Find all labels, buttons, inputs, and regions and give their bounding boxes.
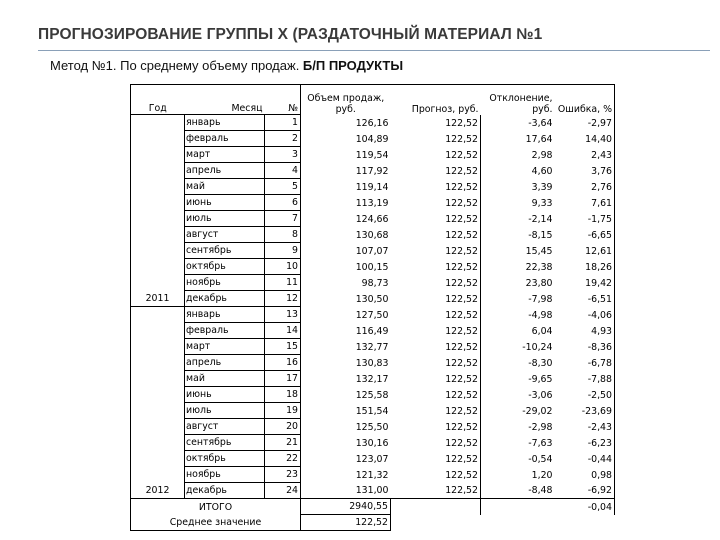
error-cell: 2,76	[555, 179, 615, 195]
month-cell: декабрь	[185, 291, 265, 307]
num-cell: 8	[265, 227, 301, 243]
num-cell: 21	[265, 435, 301, 451]
table-row	[131, 323, 615, 339]
table-row	[131, 419, 615, 435]
month-cell: август	[185, 419, 265, 435]
volume-cell: 130,68	[301, 227, 391, 243]
error-cell: -2,43	[555, 419, 615, 435]
deviation-cell: -7,98	[481, 291, 555, 307]
header-volume: Объем продаж, руб.	[301, 85, 391, 115]
num-cell: 24	[265, 483, 301, 499]
forecast-cell: 122,52	[445, 165, 478, 177]
volume-cell: 100,15	[301, 259, 391, 275]
month-cell: август	[185, 227, 265, 243]
forecast-cell: 122,52	[445, 245, 478, 257]
forecast-cell: 122,52	[445, 421, 478, 433]
year-2011-cell: 2011	[131, 115, 185, 307]
table-row	[131, 467, 615, 483]
table-row	[131, 355, 615, 371]
table-row	[131, 131, 615, 147]
error-cell: -2,97	[555, 115, 615, 131]
month-cell: сентябрь	[185, 435, 265, 451]
average-label: Среднее значение	[131, 515, 301, 531]
volume-cell: 130,50	[301, 291, 391, 307]
error-cell: -8,36	[555, 339, 615, 355]
num-cell: 19	[265, 403, 301, 419]
volume-cell: 131,00	[301, 483, 391, 499]
deviation-cell: -10,24	[481, 339, 555, 355]
subtitle-method: Метод №1. По среднему объему продаж.	[50, 58, 303, 73]
error-cell: -7,88	[555, 371, 615, 387]
num-cell: 2	[265, 131, 301, 147]
volume-cell: 130,83	[301, 355, 391, 371]
volume-cell: 117,92	[301, 163, 391, 179]
volume-cell: 127,50	[301, 307, 391, 323]
volume-cell: 98,73	[301, 275, 391, 291]
num-cell: 18	[265, 387, 301, 403]
forecast-cell: 122,52	[445, 133, 478, 145]
total-label: ИТОГО	[131, 499, 301, 515]
deviation-cell: -4,98	[481, 307, 555, 323]
forecast-cell: 122,52	[445, 453, 478, 465]
average-row	[131, 515, 615, 531]
month-cell: март	[185, 339, 265, 355]
forecast-cell: 122,52	[445, 117, 478, 129]
forecast-cell: 122,52	[445, 389, 478, 401]
deviation-cell: -2,14	[481, 211, 555, 227]
deviation-cell: 23,80	[481, 275, 555, 291]
average-volume: 122,52	[301, 515, 391, 531]
month-cell: май	[185, 371, 265, 387]
num-cell: 22	[265, 451, 301, 467]
forecast-cell: 122,52	[445, 293, 478, 305]
deviation-cell: 3,39	[481, 179, 555, 195]
num-cell: 6	[265, 195, 301, 211]
month-cell: май	[185, 179, 265, 195]
forecast-cell: 122,52	[445, 469, 478, 481]
table-row	[131, 147, 615, 163]
month-cell: февраль	[185, 323, 265, 339]
num-cell: 5	[265, 179, 301, 195]
total-volume: 2940,55	[301, 499, 391, 515]
table-row	[131, 483, 615, 499]
num-cell: 3	[265, 147, 301, 163]
table-row	[131, 179, 615, 195]
month-cell: ноябрь	[185, 275, 265, 291]
table-row	[131, 435, 615, 451]
error-cell: -6,23	[555, 435, 615, 451]
error-cell: 12,61	[555, 243, 615, 259]
volume-cell: 116,49	[301, 323, 391, 339]
deviation-cell: -2,98	[481, 419, 555, 435]
forecast-cell: 122,52	[445, 373, 478, 385]
volume-cell: 113,19	[301, 195, 391, 211]
volume-cell: 130,16	[301, 435, 391, 451]
volume-cell: 119,14	[301, 179, 391, 195]
total-error: -0,04	[481, 499, 615, 515]
table-row	[131, 451, 615, 467]
forecast-cell: 122,52	[445, 277, 478, 289]
error-cell: -2,50	[555, 387, 615, 403]
volume-cell: 132,17	[301, 371, 391, 387]
deviation-cell: 4,60	[481, 163, 555, 179]
forecast-cell: 122,52	[445, 341, 478, 353]
deviation-cell: -29,02	[481, 403, 555, 419]
error-cell: -0,44	[555, 451, 615, 467]
num-cell: 17	[265, 371, 301, 387]
num-cell: 11	[265, 275, 301, 291]
forecast-cell: 122,52	[445, 325, 478, 337]
error-cell: 4,93	[555, 323, 615, 339]
error-cell: 7,61	[555, 195, 615, 211]
error-cell: 18,26	[555, 259, 615, 275]
num-cell: 13	[265, 307, 301, 323]
num-cell: 4	[265, 163, 301, 179]
table-row	[131, 211, 615, 227]
num-cell: 15	[265, 339, 301, 355]
error-cell: -6,78	[555, 355, 615, 371]
forecast-cell: 122,52	[445, 485, 478, 496]
table-row	[131, 403, 615, 419]
forecast-cell: 122,52	[445, 197, 478, 209]
page-title: ПРОГНОЗИРОВАНИЕ ГРУППЫ Х (РАЗДАТОЧНЫЙ МАТЕРИАЛ №1	[38, 26, 543, 43]
num-cell: 16	[265, 355, 301, 371]
deviation-cell: -8,48	[481, 483, 555, 499]
table-row	[131, 387, 615, 403]
error-cell: -6,51	[555, 291, 615, 307]
forecast-cell: 122,52	[445, 357, 478, 369]
volume-cell: 125,58	[301, 387, 391, 403]
deviation-cell: 2,98	[481, 147, 555, 163]
error-cell: 3,76	[555, 163, 615, 179]
deviation-cell: -7,63	[481, 435, 555, 451]
table-row	[131, 163, 615, 179]
volume-cell: 123,07	[301, 451, 391, 467]
num-cell: 14	[265, 323, 301, 339]
month-cell: сентябрь	[185, 243, 265, 259]
num-cell: 20	[265, 419, 301, 435]
header-error: Ошибка, %	[555, 85, 615, 115]
month-cell: июль	[185, 403, 265, 419]
volume-cell: 151,54	[301, 403, 391, 419]
header-forecast: Прогноз, руб.	[391, 85, 481, 115]
deviation-cell: 6,04	[481, 323, 555, 339]
month-cell: ноябрь	[185, 467, 265, 483]
table-row	[131, 339, 615, 355]
volume-cell: 125,50	[301, 419, 391, 435]
volume-cell: 107,07	[301, 243, 391, 259]
table-header-row	[131, 85, 615, 115]
table-row	[131, 371, 615, 387]
subtitle	[50, 58, 403, 73]
error-cell: 2,43	[555, 147, 615, 163]
forecast-cell: 122,52	[445, 261, 478, 273]
month-cell: декабрь	[185, 483, 265, 499]
table-row	[131, 227, 615, 243]
num-cell: 10	[265, 259, 301, 275]
title-divider	[38, 50, 710, 51]
total-empty	[391, 499, 481, 515]
year-2012-cell: 2012	[131, 307, 185, 499]
month-cell: июнь	[185, 195, 265, 211]
table-row	[131, 243, 615, 259]
table-row	[131, 115, 615, 131]
deviation-cell: -3,64	[481, 115, 555, 131]
table-row	[131, 259, 615, 275]
deviation-cell: 9,33	[481, 195, 555, 211]
volume-cell: 126,16	[301, 115, 391, 131]
deviation-cell: 15,45	[481, 243, 555, 259]
table-row	[131, 307, 615, 323]
volume-cell: 119,54	[301, 147, 391, 163]
error-cell: -6,65	[555, 227, 615, 243]
error-cell: -23,69	[555, 403, 615, 419]
error-cell: 14,40	[555, 131, 615, 147]
num-cell: 9	[265, 243, 301, 259]
month-cell: февраль	[185, 131, 265, 147]
forecast-table	[130, 84, 615, 531]
error-cell: -4,06	[555, 307, 615, 323]
forecast-cell: 122,52	[445, 149, 478, 161]
num-cell: 1	[265, 115, 301, 131]
error-cell: 19,42	[555, 275, 615, 291]
month-cell: октябрь	[185, 259, 265, 275]
month-cell: апрель	[185, 163, 265, 179]
deviation-cell: 22,38	[481, 259, 555, 275]
month-cell: июль	[185, 211, 265, 227]
header-year: Год	[131, 85, 185, 115]
deviation-cell: -3,06	[481, 387, 555, 403]
table-row	[131, 291, 615, 307]
forecast-cell: 122,52	[445, 437, 478, 449]
volume-cell: 121,32	[301, 467, 391, 483]
forecast-cell: 122,52	[445, 213, 478, 225]
month-cell: январь	[185, 307, 265, 323]
header-num: №	[265, 85, 301, 115]
num-cell: 12	[265, 291, 301, 307]
deviation-cell: 17,64	[481, 131, 555, 147]
month-cell: апрель	[185, 355, 265, 371]
table-row	[131, 195, 615, 211]
deviation-cell: 1,20	[481, 467, 555, 483]
deviation-cell: -0,54	[481, 451, 555, 467]
deviation-cell: -8,15	[481, 227, 555, 243]
deviation-cell: -9,65	[481, 371, 555, 387]
error-cell: -6,92	[555, 483, 615, 499]
volume-cell: 132,77	[301, 339, 391, 355]
volume-cell: 124,66	[301, 211, 391, 227]
num-cell: 23	[265, 467, 301, 483]
month-cell: октябрь	[185, 451, 265, 467]
forecast-cell: 122,52	[445, 229, 478, 241]
month-cell: январь	[185, 115, 265, 131]
subtitle-product: Б/П ПРОДУКТЫ	[302, 58, 404, 73]
error-cell: -1,75	[555, 211, 615, 227]
num-cell: 7	[265, 211, 301, 227]
forecast-cell: 122,52	[445, 181, 478, 193]
volume-cell: 104,89	[301, 131, 391, 147]
forecast-cell: 122,52	[445, 309, 478, 321]
month-cell: июнь	[185, 387, 265, 403]
deviation-cell: -8,30	[481, 355, 555, 371]
header-deviation: Отклонение, руб.	[481, 85, 555, 115]
forecast-cell: 122,52	[445, 405, 478, 417]
header-month: Месяц	[185, 85, 265, 115]
error-cell: 0,98	[555, 467, 615, 483]
month-cell: март	[185, 147, 265, 163]
total-row	[131, 499, 615, 515]
table-row	[131, 275, 615, 291]
